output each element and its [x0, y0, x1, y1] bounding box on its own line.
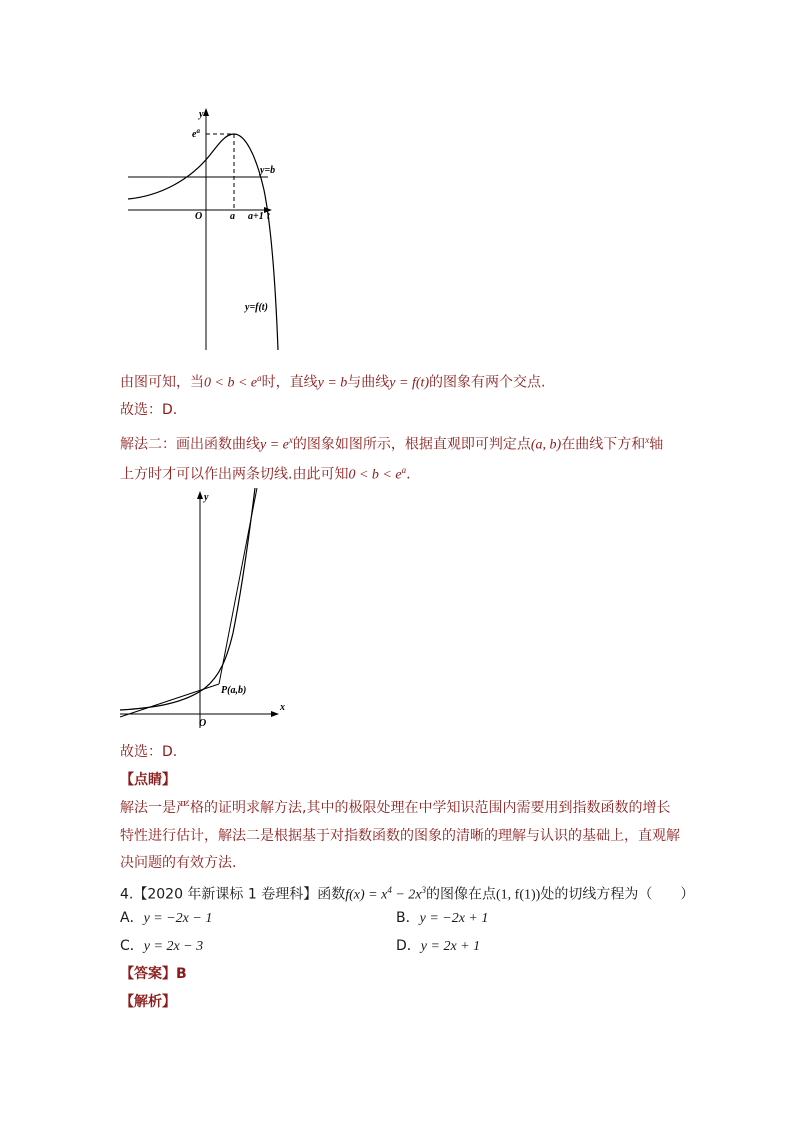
answer-line: 【答案】B — [120, 966, 187, 982]
fig2-origin-label: O — [199, 718, 207, 729]
fig1-origin-label: O — [195, 211, 203, 222]
fig1-line-label: y=b — [260, 165, 276, 176]
fig1-a1-label: a+1 — [248, 211, 264, 222]
fig2-point-label: P(a,b) — [221, 685, 247, 696]
text-line-7: 解法一是严格的证明求解方法,其中的极限处理在中学知识范围内需要用到指数函数的增长 — [120, 800, 671, 816]
text-line-2: 故选：D. — [120, 402, 178, 418]
text-line-5: 故选：D. — [120, 744, 178, 760]
fig1-t-label: t — [267, 211, 270, 222]
fig2-x-label: x — [280, 702, 285, 713]
text-line-6: 【点睛】 — [120, 772, 176, 788]
figure-2 — [115, 483, 295, 733]
fig1-y-label: y — [199, 109, 204, 120]
figure-1 — [120, 100, 290, 355]
fig2-tangent-1 — [120, 684, 219, 717]
fig1-peak-label: $e^a$ — [192, 127, 200, 140]
fig2-tangent-2 — [219, 488, 257, 684]
option-a[interactable]: A．y = −2x − 1 — [120, 910, 213, 926]
fig1-curve-label: y=f(t) — [245, 302, 268, 313]
fig1-y-arrow-icon — [203, 108, 209, 116]
fig1-a-label: a — [230, 211, 235, 222]
text-line-9: 决问题的有效方法. — [120, 855, 237, 871]
analysis-heading: 【解析】 — [120, 994, 176, 1010]
option-b[interactable]: B．y = −2x + 1 — [396, 910, 489, 926]
fig2-y-arrow-icon — [197, 491, 203, 499]
fig2-y-label: y — [204, 492, 209, 503]
text-line-3: 解法二：画出函数曲线$y = e^x$的图象如图所示，根据直观即可判定点(a, b)在曲线下方和$^x$轴 — [120, 435, 664, 453]
text-line-1: 由图可知，当$0 < b < e^a$时，直线y = b与曲线y = f(t)的图象有两个交点. — [120, 373, 546, 391]
question-4: 4.【2020 年新课标 1 卷理科】函数$f(x) = x^4 - 2x^3$的图像在点(1, f(1))处的切线方程为（ ） — [120, 885, 695, 903]
fig2-x-arrow-icon — [271, 711, 279, 717]
option-d[interactable]: D．y = 2x + 1 — [396, 938, 481, 954]
fig2-curve — [120, 488, 255, 710]
option-c[interactable]: C．y = 2x − 3 — [120, 938, 204, 954]
text-line-8: 特性进行估计，解法二是根据基于对指数函数的图象的清晰的理解与认识的基础上，直观解 — [120, 828, 680, 844]
fig1-curve — [128, 134, 278, 350]
text-line-4: 上方时才可以作出两条切线.由此可知$0 < b < e^a$. — [120, 465, 411, 483]
